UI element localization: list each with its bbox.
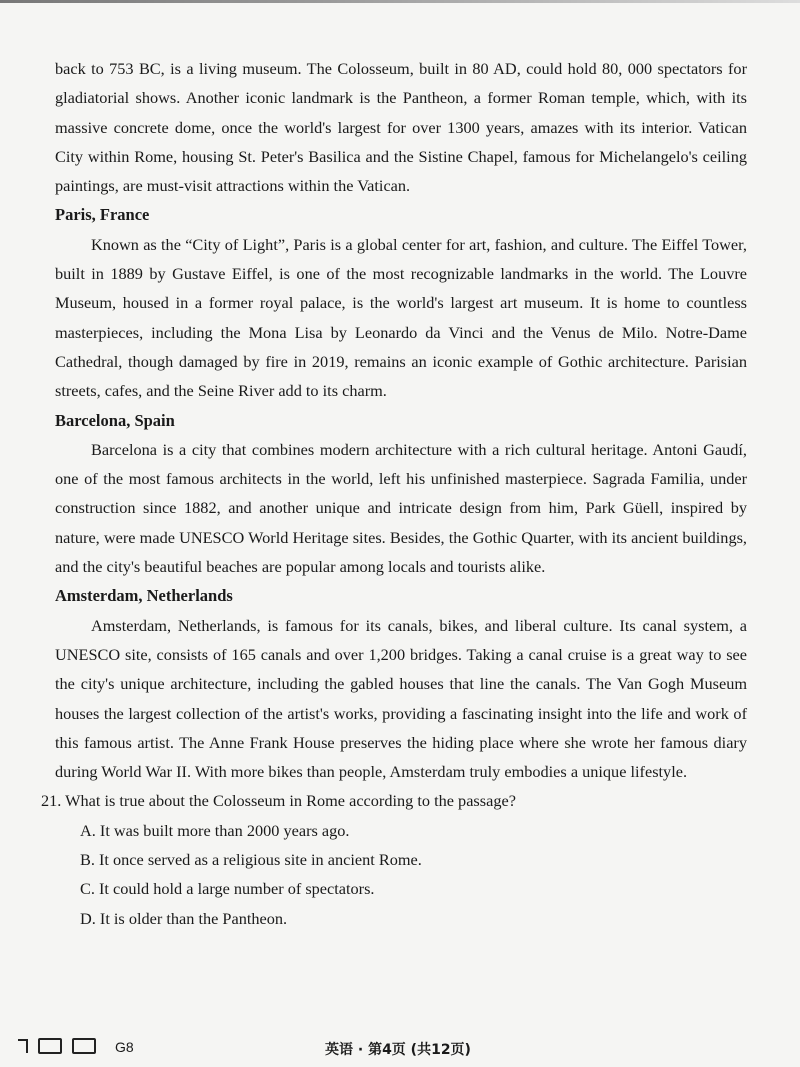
section-body-amsterdam: Amsterdam, Netherlands, is famous for its canals, bikes, and liberal culture. Its canal system, a UNESCO site, consists of 165 canals and over 1,200 bridges. Taking a canal cruise is a great way to see the city's unique architecture, including the gabled houses that line the canals. The Van Gogh Museum houses the largest collection of the artist's works, providing a fascinating insight into the life and work of this famous artist. The Anne Frank House preserves the hiding place where she wrote her famous diary during World War II. With more bikes than people, Amsterdam truly embodies a unique lifestyle.: [55, 615, 747, 782]
option-b: B. It once served as a religious site in ancient Rome.: [80, 850, 422, 870]
top-border: [0, 0, 800, 3]
paper-code: G8: [115, 1039, 134, 1055]
section-body-barcelona: Barcelona is a city that combines modern architecture with a rich cultural heritage. Antoni Gaudí, one of the most famous architects in the world, left his unfinished masterpiece. Sagrada Familia, under construction since 1882, and another unique and intricate design from him, Park Güell, inspired by nature, were made UNESCO World Heritage sites. Besides, the Gothic Quarter, with its ancient buildings, and the city's beautiful beaches are popular among locals and tourists alike.: [55, 439, 747, 577]
section-body-paris: Known as the “City of Light”, Paris is a global center for art, fashion, and culture. The Eiffel Tower, built in 1889 by Gustave Eiffel, is one of the most recognizable landmarks in the world. The Louvre Museum, housed in a former royal palace, is the world's largest art museum. It is home to countless masterpieces, including the Mona Lisa by Leonardo da Vinci and the Venus de Milo. Notre-Dame Cathedral, though damaged by fire in 2019, remains an iconic example of Gothic architecture. Parisian streets, cafes, and the Seine River add to its charm.: [55, 234, 747, 401]
option-c: C. It could hold a large number of spectators.: [80, 879, 375, 899]
page-number: 英语 · 第4页 (共12页): [325, 1042, 471, 1058]
section-heading-paris: Paris, France: [55, 205, 150, 225]
option-d: D. It is older than the Pantheon.: [80, 908, 288, 928]
passage: [41, 54, 747, 933]
box-mark-icon: [72, 1038, 96, 1054]
rome-paragraph: back to 753 BC, is a living museum. The Colosseum, built in 80 AD, could hold 80, 000 spectators for gladiatorial shows. Another iconic landmark is the Pantheon, a former Roman temple, which, with its massive concrete dome, once the world's largest for over 1300 years, amazes with its interior. Vatican City within Rome, housing St. Peter's Basilica and the Sistine Chapel, famous for Michelangelo's ceiling paintings, are must-visit attractions within the Vatican.: [55, 59, 747, 196]
hook-mark-icon: [18, 1039, 28, 1053]
section-heading-amsterdam: Amsterdam, Netherlands: [55, 586, 233, 606]
option-a: A. It was built more than 2000 years ago.: [80, 820, 350, 840]
question-stem: 21. What is true about the Colosseum in Rome according to the passage?: [41, 791, 516, 811]
box-mark-icon: [38, 1038, 62, 1054]
print-marks: [18, 1038, 96, 1054]
section-heading-barcelona: Barcelona, Spain: [55, 410, 175, 430]
page-footer: [0, 1036, 800, 1060]
